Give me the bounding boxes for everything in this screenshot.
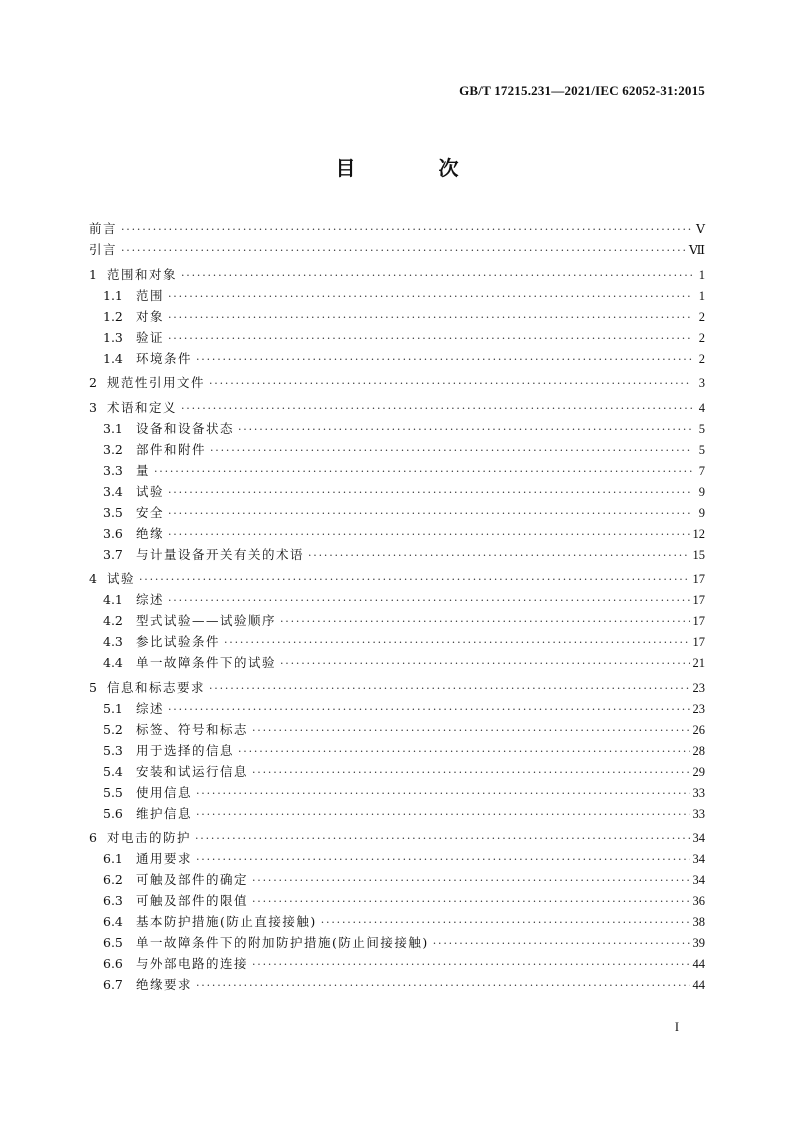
toc-entry-title: 范围 (136, 287, 165, 303)
toc-entry[interactable] (89, 502, 705, 523)
toc-entry-number: 3.3 (103, 462, 123, 478)
toc-entry-title: 环境条件 (136, 350, 193, 366)
toc-entry-page: 3 (698, 376, 705, 390)
toc-entry-page: 34 (692, 831, 705, 845)
toc-entry-title: 与外部电路的连接 (136, 956, 249, 971)
toc-entry-number: 3.1 (103, 420, 123, 436)
toc-entry-page: 15 (692, 547, 705, 562)
toc-entry-page: 2 (698, 309, 705, 324)
toc-entry[interactable] (89, 631, 705, 652)
toc-entry-page: 44 (692, 957, 705, 971)
toc-dot-leader (168, 503, 692, 524)
toc-entry-number: 6.5 (103, 935, 123, 950)
toc-dot-leader (252, 891, 689, 912)
toc-entry[interactable] (89, 827, 705, 848)
toc-entry[interactable] (89, 418, 705, 439)
toc-entry-page: 33 (692, 785, 705, 800)
toc-dot-leader (168, 524, 689, 545)
toc-entry-title: 型式试验——试验顺序 (136, 613, 277, 628)
toc-entry[interactable] (89, 439, 705, 460)
toc-entry[interactable] (89, 544, 705, 565)
toc-dot-leader (196, 849, 689, 870)
toc-dot-leader (196, 975, 689, 996)
toc-entry-number: 1 (89, 266, 97, 282)
toc-dot-leader (210, 440, 692, 461)
toc-entry-number: 6.2 (103, 872, 123, 887)
toc-entry[interactable] (89, 911, 705, 932)
toc-entry[interactable] (89, 698, 705, 719)
toc-entry-number: 6.6 (103, 956, 123, 971)
toc-entry-title: 通用要求 (136, 851, 193, 866)
toc-entry-page: 17 (692, 572, 705, 586)
toc-entry[interactable] (89, 869, 705, 890)
toc-entry-title: 绝缘 (136, 525, 165, 541)
toc-dot-leader (195, 828, 689, 849)
toc-entry-page: 44 (692, 978, 705, 992)
toc-entry[interactable] (89, 218, 705, 239)
toc-entry-number: 6.3 (103, 893, 123, 908)
toc-entry-page: 9 (698, 505, 705, 520)
toc-dot-leader (321, 912, 690, 933)
toc-entry-title: 维护信息 (136, 805, 193, 821)
toc-dot-leader (181, 398, 692, 419)
toc-entry-page: 21 (692, 656, 705, 670)
toc-entry-title: 范围和对象 (107, 266, 178, 282)
toc-entry[interactable] (89, 348, 705, 369)
toc-entry-number: 3.2 (103, 441, 123, 457)
toc-entry-page: 4 (698, 400, 705, 415)
toc-entry-title: 单一故障条件下的附加防护措施(防止间接接触) (136, 935, 429, 950)
toc-entry-page: 28 (692, 743, 705, 758)
toc-dot-leader (168, 328, 692, 349)
toc-entry-title: 试验 (107, 571, 136, 586)
toc-entry[interactable] (89, 481, 705, 502)
toc-entry-page: 9 (698, 484, 705, 499)
toc-entry-number: 5.5 (103, 784, 123, 800)
toc-entry-number: 2 (89, 375, 97, 390)
toc-entry-number: 5.2 (103, 721, 123, 737)
toc-entry[interactable] (89, 890, 705, 911)
toc-dot-leader (168, 699, 689, 720)
toc-dot-leader (121, 219, 692, 240)
toc-entry-title: 标签、符号和标志 (136, 721, 249, 737)
table-of-contents (89, 218, 705, 995)
toc-entry-title: 用于选择的信息 (136, 742, 235, 758)
toc-entry-title: 基本防护措施(防止直接接触) (136, 914, 317, 929)
toc-entry-title: 信息和标志要求 (107, 679, 206, 695)
toc-dot-leader (280, 611, 689, 632)
toc-dot-leader (252, 762, 689, 783)
toc-entry-title: 对电击的防护 (107, 830, 192, 845)
toc-entry-title: 综述 (136, 592, 165, 607)
toc-entry[interactable] (89, 460, 705, 481)
toc-entry-number: 3.7 (103, 546, 123, 562)
toc-entry-title: 设备和设备状态 (136, 420, 235, 436)
toc-entry-title: 量 (136, 462, 151, 478)
toc-dot-leader (209, 678, 689, 699)
toc-dot-leader (308, 545, 689, 566)
toc-entry-page: 5 (698, 442, 705, 457)
toc-entry-title: 对象 (136, 308, 165, 324)
toc-dot-leader (252, 720, 689, 741)
toc-entry-page: 38 (692, 915, 705, 929)
toc-entry-title: 使用信息 (136, 784, 193, 800)
toc-entry-page: 5 (698, 421, 705, 436)
toc-entry-title: 前言 (89, 221, 118, 236)
toc-entry-number: 5.3 (103, 742, 123, 758)
toc-entry-number: 4 (89, 571, 97, 586)
toc-entry[interactable] (89, 568, 705, 589)
toc-entry-number: 6.1 (103, 851, 123, 866)
toc-entry[interactable] (89, 264, 705, 285)
toc-entry-number: 6.7 (103, 977, 123, 992)
toc-entry-title: 试验 (136, 483, 165, 499)
toc-entry-page: 23 (692, 701, 705, 716)
toc-entry-page: 39 (692, 936, 705, 950)
toc-entry[interactable] (89, 848, 705, 869)
toc-dot-leader (168, 286, 692, 307)
toc-entry[interactable] (89, 372, 705, 393)
toc-entry[interactable] (89, 239, 705, 260)
toc-entry-number: 4.2 (103, 613, 123, 628)
standard-number-header: GB/T 17215.231—2021/IEC 62052-31:2015 (459, 83, 705, 98)
toc-entry-title: 可触及部件的限值 (136, 893, 249, 908)
toc-entry-page: 2 (698, 330, 705, 345)
toc-entry[interactable] (89, 677, 705, 698)
toc-entry-page: 17 (692, 614, 705, 628)
toc-entry-number: 4.3 (103, 634, 123, 649)
toc-dot-leader (196, 783, 689, 804)
toc-entry[interactable] (89, 306, 705, 327)
toc-dot-leader (238, 741, 689, 762)
toc-entry-title: 综述 (136, 700, 165, 716)
toc-dot-leader (168, 482, 692, 503)
toc-dot-leader (154, 461, 692, 482)
toc-entry-page: Ⅶ (688, 243, 705, 257)
toc-entry-title: 部件和附件 (136, 441, 207, 457)
toc-dot-leader (121, 240, 686, 261)
toc-entry-number: 6.4 (103, 914, 123, 929)
toc-dot-leader (196, 349, 692, 370)
toc-entry-page: 23 (692, 680, 705, 695)
toc-entry[interactable] (89, 761, 705, 782)
toc-dot-leader (224, 632, 689, 653)
toc-entry-page: 1 (698, 288, 705, 303)
toc-dot-leader (433, 933, 690, 954)
toc-entry-page: 26 (692, 722, 705, 737)
toc-dot-leader (168, 590, 689, 611)
toc-entry[interactable] (89, 932, 705, 953)
toc-entry-page: 34 (692, 873, 705, 887)
toc-entry[interactable] (89, 589, 705, 610)
toc-entry-number: 3.6 (103, 525, 123, 541)
toc-entry-title: 安全 (136, 504, 165, 520)
toc-entry-title: 验证 (136, 329, 165, 345)
toc-entry-page: 34 (692, 852, 705, 866)
toc-entry-number: 5 (89, 679, 97, 695)
toc-entry-number: 1.1 (103, 287, 123, 303)
toc-entry-title: 引言 (89, 242, 118, 257)
toc-entry-title: 与计量设备开关有关的术语 (136, 546, 305, 562)
toc-entry-title: 术语和定义 (107, 399, 178, 415)
toc-dot-leader (252, 954, 689, 975)
toc-entry-page: 17 (692, 635, 705, 649)
toc-dot-leader (252, 870, 689, 891)
toc-entry[interactable] (89, 327, 705, 348)
toc-entry[interactable] (89, 974, 705, 995)
toc-entry-number: 5.6 (103, 805, 123, 821)
toc-entry-number: 3.4 (103, 483, 123, 499)
toc-entry-title: 可触及部件的确定 (136, 872, 249, 887)
toc-entry-number: 3 (89, 399, 97, 415)
toc-dot-leader (280, 653, 689, 674)
toc-entry-number: 4.1 (103, 592, 123, 607)
toc-entry-page: 36 (692, 894, 705, 908)
toc-dot-leader (168, 307, 692, 328)
toc-entry-number: 5.4 (103, 763, 123, 779)
toc-entry-number: 1.2 (103, 308, 123, 324)
toc-entry-title: 单一故障条件下的试验 (136, 655, 277, 670)
toc-entry-title: 安装和试运行信息 (136, 763, 249, 779)
toc-title: 目 次 (335, 156, 497, 180)
toc-entry-page: 2 (698, 351, 705, 366)
toc-dot-leader (238, 419, 692, 440)
toc-entry[interactable] (89, 803, 705, 824)
toc-dot-leader (196, 804, 689, 825)
toc-entry-number: 3.5 (103, 504, 123, 520)
toc-entry-title: 规范性引用文件 (107, 375, 206, 390)
toc-entry[interactable] (89, 719, 705, 740)
toc-dot-leader (139, 569, 689, 590)
toc-entry-page: 1 (698, 267, 705, 282)
toc-entry[interactable] (89, 782, 705, 803)
toc-entry-page: 7 (698, 463, 705, 478)
toc-entry[interactable] (89, 740, 705, 761)
toc-entry-number: 1.4 (103, 350, 123, 366)
toc-entry[interactable] (89, 652, 705, 673)
toc-entry-page: 33 (692, 806, 705, 821)
toc-entry-title: 绝缘要求 (136, 977, 193, 992)
toc-entry[interactable] (89, 953, 705, 974)
toc-dot-leader (209, 373, 692, 394)
toc-entry-page: Ⅴ (695, 222, 705, 236)
toc-entry[interactable] (89, 523, 705, 544)
toc-entry-page: 29 (692, 764, 705, 779)
toc-entry[interactable] (89, 610, 705, 631)
toc-entry-number: 1.3 (103, 329, 123, 345)
toc-entry[interactable] (89, 285, 705, 306)
toc-entry-number: 4.4 (103, 655, 123, 670)
toc-entry-number: 5.1 (103, 700, 123, 716)
toc-entry[interactable] (89, 397, 705, 418)
toc-entry-title: 参比试验条件 (136, 634, 221, 649)
page-number: I (674, 1020, 679, 1034)
toc-entry-number: 6 (89, 830, 97, 845)
toc-entry-page: 17 (692, 593, 705, 607)
toc-entry-page: 12 (692, 526, 705, 541)
toc-dot-leader (181, 265, 692, 286)
